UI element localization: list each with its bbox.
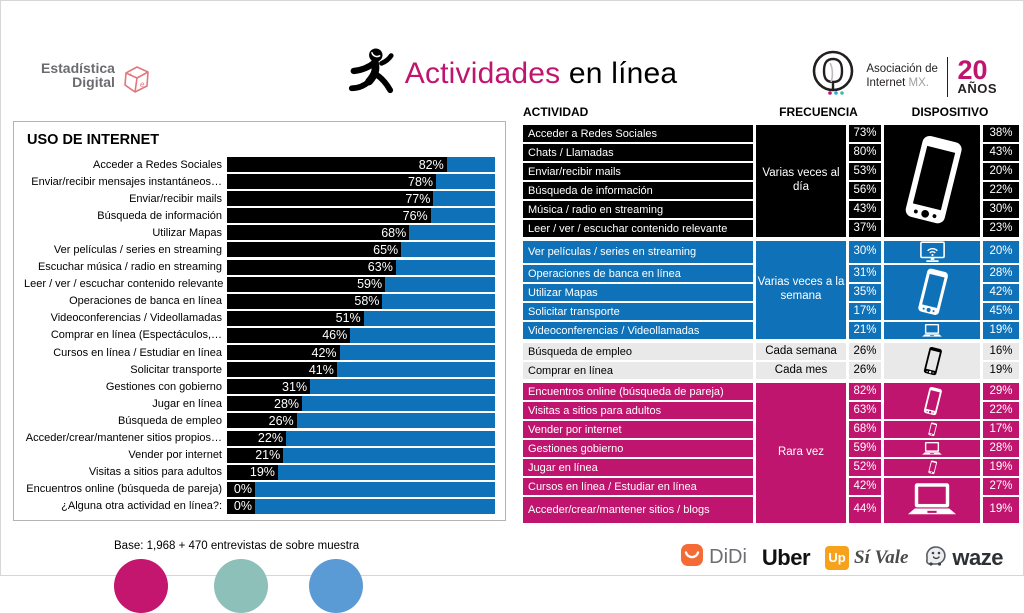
bar-label: Escuchar música / radio en streaming	[37, 261, 222, 274]
bar-track	[227, 260, 495, 275]
table-header	[523, 105, 1021, 119]
bar-label: Búsqueda de información	[97, 209, 222, 222]
bar-row	[24, 191, 495, 206]
partner-uber	[762, 545, 810, 571]
device-cell	[884, 265, 980, 320]
uso-internet-rows	[24, 157, 495, 514]
bar-fill	[227, 208, 431, 223]
frequency-pct-cell: 56%	[849, 182, 881, 199]
frequency-pct-cell: 35%	[849, 284, 881, 301]
svg-text:e: e	[139, 80, 145, 89]
bar-row	[24, 431, 495, 446]
bar-label: Búsqueda de empleo	[118, 414, 222, 427]
bar-row	[24, 345, 495, 360]
bar-fill	[227, 277, 385, 292]
bar-fill	[227, 465, 278, 480]
bar-value: 28%	[274, 396, 300, 411]
device-pct-column	[983, 383, 1019, 523]
partner-logos	[680, 543, 1003, 572]
bar-fill	[227, 431, 286, 446]
bar-value: 63%	[367, 260, 393, 275]
bar-row	[24, 482, 495, 497]
bar-value: 42%	[311, 345, 337, 360]
device-pct-cell: 17%	[983, 421, 1019, 438]
bar-row	[24, 277, 495, 292]
frequency-pct-cell: 63%	[849, 402, 881, 419]
bar-label: Leer / ver / escuchar contenido relevante	[24, 278, 224, 291]
aimx-ring-icon	[809, 49, 857, 104]
activity-cell: Acceder/crear/mantener sitios / blogs	[523, 497, 753, 523]
page-title	[405, 57, 678, 91]
frequency-cell: Cada mes	[756, 362, 846, 379]
title-rest: en línea	[560, 56, 678, 90]
bar-track	[227, 294, 495, 309]
bar-row	[24, 362, 495, 377]
bar-fill	[227, 448, 283, 463]
smartphone-icon	[897, 133, 968, 229]
activity-cell: Acceder a Redes Sociales	[523, 125, 753, 142]
device-pct-column	[983, 241, 1019, 339]
activity-cell: Vender por internet	[523, 421, 753, 438]
device-column	[884, 343, 980, 379]
table-section	[523, 241, 1021, 339]
frequency-cell: Rara vez	[756, 383, 846, 523]
activity-cell: Gestiones gobierno	[523, 440, 753, 457]
bar-label: Acceder a Redes Sociales	[92, 158, 222, 171]
sivale-label: Sí Vale	[854, 546, 909, 568]
bar-value: 77%	[405, 191, 431, 206]
bar-label: Jugar en línea	[152, 397, 222, 410]
col-header-frecuencia: FRECUENCIA	[779, 105, 858, 119]
bar-fill	[227, 311, 364, 326]
device-column	[884, 241, 980, 339]
asociacion-internet-logo	[809, 49, 997, 104]
bar-value: 26%	[268, 413, 294, 428]
device-pct-cell: 28%	[983, 440, 1019, 457]
title-accent: Actividades	[404, 56, 561, 90]
device-pct-cell: 19%	[983, 322, 1019, 339]
bar-row	[24, 208, 495, 223]
device-cell	[884, 383, 980, 419]
bar-value: 78%	[408, 174, 434, 189]
activity-cell: Leer / ver / escuchar contenido relevante	[523, 220, 753, 237]
bar-row	[24, 328, 495, 343]
bar-track	[227, 362, 495, 377]
bar-track	[227, 379, 495, 394]
frequency-pct-cell: 31%	[849, 265, 881, 282]
frequency-cell: Varias veces a la semana	[756, 241, 846, 339]
legend-dot-magenta	[114, 559, 168, 613]
uso-de-internet-panel	[13, 121, 506, 521]
bar-value: 0%	[233, 482, 252, 497]
bar-fill	[227, 294, 382, 309]
activity-column	[523, 383, 753, 523]
frequency-pct-column	[849, 383, 881, 523]
device-pct-cell: 16%	[983, 343, 1019, 360]
device-pct-cell: 23%	[983, 220, 1019, 237]
frequency-pct-cell: 17%	[849, 303, 881, 320]
device-pct-column	[983, 343, 1019, 379]
device-pct-cell: 45%	[983, 303, 1019, 320]
device-cell	[884, 125, 980, 237]
bar-row	[24, 260, 495, 275]
bar-label: Encuentros online (búsqueda de pareja)	[26, 483, 222, 496]
device-pct-cell: 20%	[983, 163, 1019, 180]
bar-track	[227, 345, 495, 360]
aimx-name	[866, 63, 938, 90]
legend-dot-blue	[309, 559, 363, 613]
activity-cell: Búsqueda de empleo	[523, 343, 753, 360]
frequency-pct-cell: 59%	[849, 440, 881, 457]
device-cell	[884, 421, 980, 438]
frequency-cell: Cada semana	[756, 343, 846, 360]
activity-cell: Utilizar Mapas	[523, 284, 753, 301]
activity-cell: Búsqueda de información	[523, 182, 753, 199]
laptop-icon	[904, 481, 960, 520]
bar-row	[24, 225, 495, 240]
bar-value: 41%	[308, 362, 334, 377]
bar-fill	[227, 345, 340, 360]
bar-fill	[227, 225, 409, 240]
bar-label: Vender por internet	[128, 449, 222, 462]
activity-frequency-device-table	[523, 105, 1021, 527]
activity-cell: Solicitar transporte	[523, 303, 753, 320]
col-header-actividad: ACTIVIDAD	[523, 105, 589, 119]
bar-row	[24, 499, 495, 514]
frequency-column	[756, 343, 846, 379]
frequency-pct-cell: 68%	[849, 421, 881, 438]
divider	[947, 57, 949, 97]
smartphone-icon	[921, 346, 944, 377]
aimx-line2: Internet	[866, 76, 906, 89]
partner-up-sivale	[825, 546, 908, 570]
bar-row	[24, 465, 495, 480]
frequency-column	[756, 125, 846, 237]
activity-cell: Ver películas / series en streaming	[523, 241, 753, 263]
bar-track	[227, 448, 495, 463]
bar-track	[227, 157, 495, 172]
bar-track	[227, 482, 495, 497]
device-column	[884, 125, 980, 237]
activity-cell: Visitas a sitios para adultos	[523, 402, 753, 419]
bar-label: ¿Alguna otra actividad en línea?:	[61, 500, 222, 513]
device-pct-column	[983, 125, 1019, 237]
smartphone-icon	[921, 386, 944, 417]
jumping-person-icon	[347, 47, 395, 100]
col-header-dispositivo: DISPOSITIVO	[911, 105, 989, 119]
bar-label: Operaciones de banca en línea	[69, 295, 222, 308]
frequency-pct-cell: 73%	[849, 125, 881, 142]
activity-cell: Comprar en línea	[523, 362, 753, 379]
laptop-icon	[920, 323, 944, 339]
device-cell	[884, 478, 980, 523]
bar-label: Acceder/crear/mantener sitios propios…	[25, 432, 222, 444]
tv-wifi-icon	[919, 241, 946, 263]
activity-cell: Música / radio en streaming	[523, 201, 753, 218]
device-pct-cell: 30%	[983, 201, 1019, 218]
device-cell	[884, 322, 980, 339]
brand-line2: Digital	[72, 74, 115, 91]
bar-row	[24, 413, 495, 428]
device-cell	[884, 241, 980, 263]
device-pct-cell: 42%	[983, 284, 1019, 301]
bar-track	[227, 174, 495, 189]
device-pct-cell: 19%	[983, 459, 1019, 476]
device-pct-cell: 19%	[983, 497, 1019, 523]
frequency-column	[756, 383, 846, 523]
bar-value: 46%	[322, 328, 348, 343]
bar-label: Ver películas / series en streaming	[53, 243, 222, 256]
bar-row	[24, 311, 495, 326]
bar-value: 58%	[354, 294, 380, 309]
partner-waze	[923, 543, 1003, 572]
waze-icon	[923, 543, 947, 572]
bar-label: Enviar/recibir mensajes instantáneos…	[31, 175, 222, 188]
frequency-pct-column	[849, 241, 881, 339]
bar-label: Videoconferencias / Videollamadas	[50, 312, 222, 325]
device-pct-cell: 28%	[983, 265, 1019, 282]
frequency-cell: Varias veces al día	[756, 125, 846, 237]
frequency-pct-cell: 37%	[849, 220, 881, 237]
bar-value: 19%	[249, 465, 275, 480]
bar-value: 21%	[255, 448, 281, 463]
bar-label: Solicitar transporte	[130, 363, 222, 376]
bar-track	[227, 413, 495, 428]
frequency-pct-cell: 82%	[849, 383, 881, 400]
table-section	[523, 343, 1021, 379]
up-icon: Up	[825, 546, 849, 570]
frequency-pct-cell: 52%	[849, 459, 881, 476]
device-column	[884, 383, 980, 523]
bar-track	[227, 191, 495, 206]
activity-cell: Operaciones de banca en línea	[523, 265, 753, 282]
bar-fill	[227, 362, 337, 377]
bar-track	[227, 208, 495, 223]
smartphone-icon	[927, 460, 938, 475]
smartphone-icon	[927, 422, 938, 437]
bar-fill	[227, 328, 350, 343]
bar-track	[227, 499, 495, 514]
bar-fill	[227, 157, 447, 172]
frequency-pct-cell: 42%	[849, 478, 881, 495]
didi-icon	[680, 543, 704, 572]
frequency-pct-cell: 26%	[849, 343, 881, 360]
device-pct-cell: 43%	[983, 144, 1019, 161]
device-cell	[884, 459, 980, 476]
bar-fill	[227, 379, 310, 394]
bar-row	[24, 294, 495, 309]
bar-track	[227, 225, 495, 240]
bar-value: 22%	[257, 431, 283, 445]
frequency-pct-column	[849, 343, 881, 379]
frequency-pct-cell: 53%	[849, 163, 881, 180]
bar-label: Utilizar Mapas	[152, 226, 222, 239]
activity-cell: Chats / Llamadas	[523, 144, 753, 161]
activity-cell: Cursos en línea / Estudiar en línea	[523, 478, 753, 495]
bar-label: Visitas a sitios para adultos	[88, 466, 222, 479]
activity-cell: Enviar/recibir mails	[523, 163, 753, 180]
years-number: 20	[957, 54, 988, 85]
didi-label: DiDi	[709, 546, 747, 568]
frequency-pct-cell: 44%	[849, 497, 881, 523]
bar-track	[227, 311, 495, 326]
waze-label: waze	[952, 544, 1003, 570]
bar-fill	[227, 413, 297, 428]
activity-column	[523, 125, 753, 237]
bar-row	[24, 396, 495, 411]
laptop-icon	[920, 441, 944, 457]
bar-fill	[227, 396, 302, 411]
activity-column	[523, 241, 753, 339]
frequency-pct-cell: 30%	[849, 241, 881, 263]
activity-cell: Encuentros online (búsqueda de pareja)	[523, 383, 753, 400]
bar-row	[24, 157, 495, 172]
bar-row	[24, 379, 495, 394]
bar-label: Enviar/recibir mails	[129, 192, 222, 205]
bar-value: 82%	[418, 157, 444, 172]
device-pct-cell: 38%	[983, 125, 1019, 142]
bar-label: Gestiones con gobierno	[105, 380, 222, 393]
bar-label: Cursos en línea / Estudiar en línea	[53, 346, 222, 359]
bar-value: 0%	[233, 499, 252, 514]
bar-track	[227, 277, 495, 292]
frequency-pct-cell: 21%	[849, 322, 881, 339]
frequency-pct-cell: 80%	[849, 144, 881, 161]
bar-fill	[227, 260, 396, 275]
bar-row	[24, 242, 495, 257]
brand-line1: Estadística	[41, 60, 115, 76]
device-pct-cell: 19%	[983, 362, 1019, 379]
device-pct-cell: 29%	[983, 383, 1019, 400]
device-pct-cell: 22%	[983, 182, 1019, 199]
table-section	[523, 125, 1021, 237]
panel-title: USO DE INTERNET	[27, 132, 160, 148]
activity-column	[523, 343, 753, 379]
bar-fill	[227, 242, 401, 257]
table-section	[523, 383, 1021, 523]
device-cell	[884, 440, 980, 457]
bar-label: Comprar en línea (Espectáculos,…	[50, 329, 222, 342]
bar-value: 51%	[335, 311, 361, 326]
legend-dot-teal	[214, 559, 268, 613]
bar-value: 76%	[402, 208, 428, 223]
aimx-20-anos	[957, 54, 997, 97]
bar-track	[227, 328, 495, 343]
frequency-pct-cell: 43%	[849, 201, 881, 218]
frequency-column	[756, 241, 846, 339]
bar-fill	[227, 499, 255, 514]
years-label: AÑOS	[957, 81, 997, 97]
bar-fill	[227, 482, 255, 497]
device-cell	[884, 343, 980, 379]
activity-cell: Videoconferencias / Videollamadas	[523, 322, 753, 339]
bar-track	[227, 431, 495, 446]
aimx-mx: MX.	[908, 76, 929, 89]
bar-row	[24, 448, 495, 463]
bar-track	[227, 396, 495, 411]
bar-value: 68%	[381, 225, 407, 240]
uber-label: Uber	[761, 544, 811, 570]
bar-track	[227, 242, 495, 257]
svg-text:♪: ♪	[128, 72, 132, 78]
device-pct-cell: 20%	[983, 241, 1019, 263]
activity-table-body	[523, 125, 1021, 523]
bar-track	[227, 465, 495, 480]
device-pct-cell: 22%	[983, 402, 1019, 419]
bar-fill	[227, 174, 436, 189]
aimx-line1: Asociación de	[866, 62, 938, 75]
bar-fill	[227, 191, 433, 206]
bar-value: 65%	[373, 242, 399, 257]
partner-didi	[680, 543, 747, 572]
activity-cell: Jugar en línea	[523, 459, 753, 476]
device-pct-cell: 27%	[983, 478, 1019, 495]
frequency-pct-column	[849, 125, 881, 237]
bar-value: 31%	[282, 379, 308, 394]
bar-row	[24, 174, 495, 189]
bar-value: 59%	[357, 277, 383, 292]
base-note: Base: 1,968 + 470 entrevistas de sobre muestra	[114, 540, 360, 552]
smartphone-icon	[914, 267, 951, 318]
frequency-pct-cell: 26%	[849, 362, 881, 379]
